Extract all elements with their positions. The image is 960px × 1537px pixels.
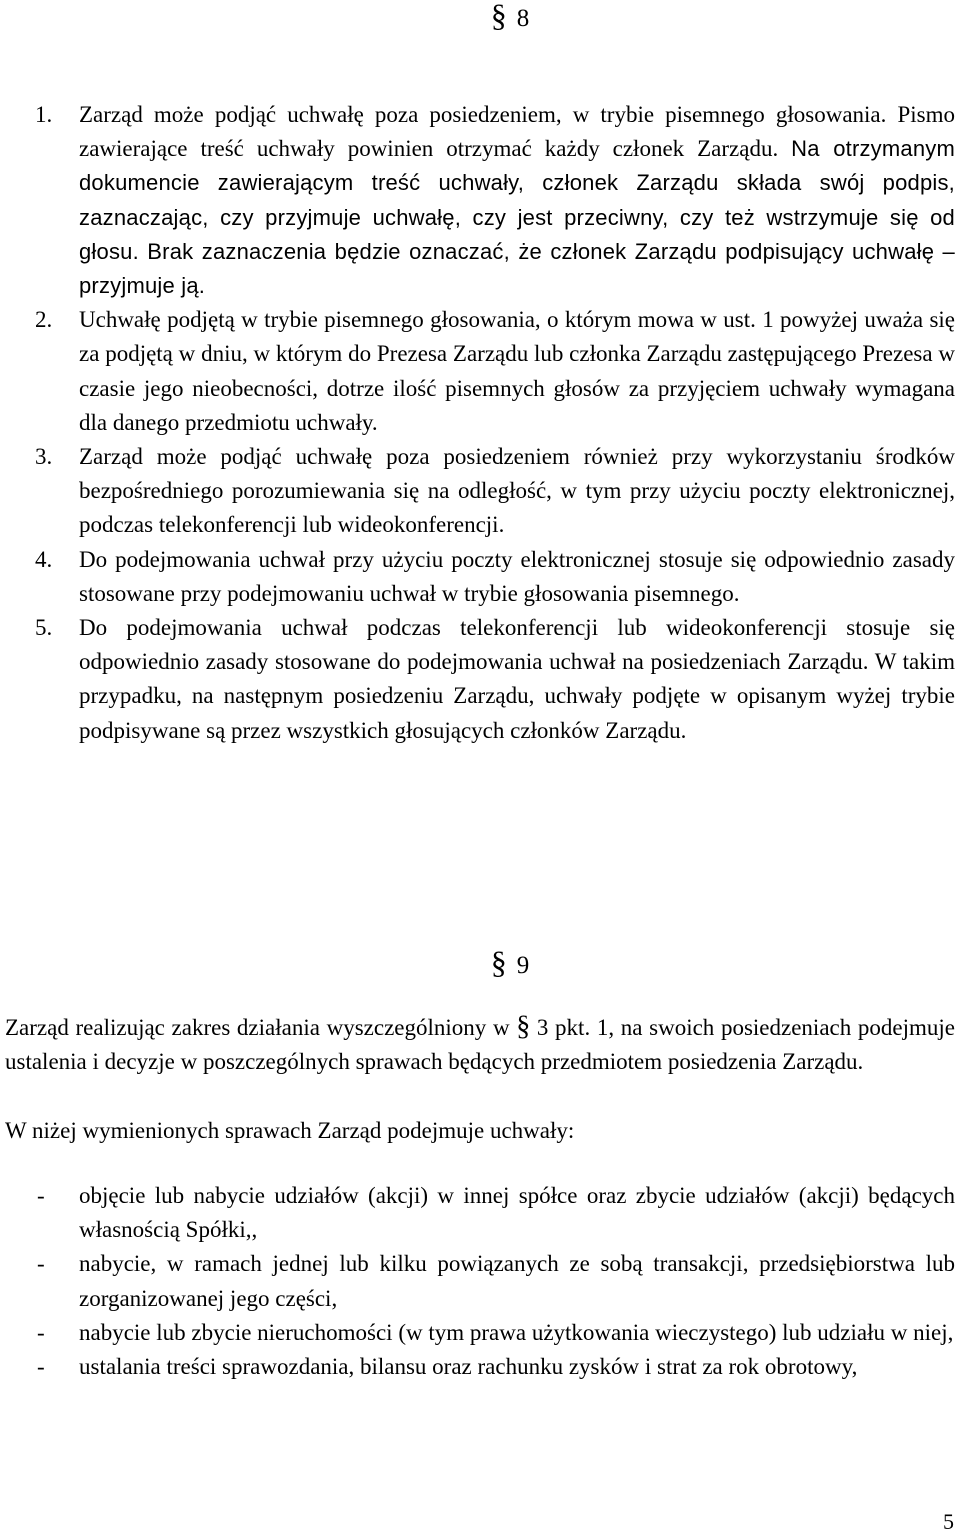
list-item [37, 1350, 955, 1384]
section-symbol: § [490, 0, 507, 33]
dash-bullet: - [37, 1251, 45, 1277]
item-number: 5. [35, 615, 53, 641]
list-item [35, 611, 955, 748]
dash-bullet: - [37, 1319, 45, 1345]
section-number: 8 [516, 5, 530, 32]
section-9-intro: Zarząd realizując zakres działania wyszczególniony w § 3 pkt. 1, na swoich posiedzeniach podejmuje ustalenia i decyzje w poszczególnych sprawach będących przedmiotem posiedzenia Zarządu. [5, 1011, 955, 1075]
page-number: 5 [943, 1509, 954, 1534]
section-symbol: § [490, 944, 507, 980]
dash-list [37, 1179, 955, 1384]
list-item [35, 440, 955, 543]
list-item [35, 303, 955, 440]
list-intro: W niżej wymienionych sprawach Zarząd podejmuje uchwały: [5, 1118, 575, 1143]
item-text: Do podejmowania uchwał podczas telekonferencji lub wideokonferencji stosuje się odpowiednio zasady stosowane do podejmowania uchwał na posiedzeniach Zarządu. W takim przypadku, na następnym posiedzeniu Zarządu, uchwały podjęte w opisanym wyżej trybie podpisywane są przez wszystkich głosujących członków Zarządu. [79, 615, 955, 743]
item-number: 2. [35, 307, 53, 333]
item-text: Zarząd może podjąć uchwałę poza posiedzeniem również przy wykorzystaniu środków bezpośredniego porozumiewania się na odległość, w tym przy użyciu poczty elektronicznej, podczas telekonferencji lub wideokonferencji. [79, 444, 955, 538]
item-text: ustalania treści sprawozdania, bilansu oraz rachunku zysków i strat za rok obrotowy, [79, 1354, 858, 1380]
item-text: nabycie lub zbycie nieruchomości (w tym prawa użytkowania wieczystego) lub udziału w niej, [79, 1319, 954, 1345]
item-number: 1. [35, 102, 53, 127]
item-number: 3. [35, 444, 53, 470]
item-text: objęcie lub nabycie udziałów (akcji) w innej spółce oraz zbycie udziałów (akcji) będących własnością Spółki,, [79, 1183, 955, 1243]
dash-bullet: - [37, 1354, 45, 1380]
list-item [37, 1316, 955, 1350]
item-text: Zarząd może podjąć uchwałę poza posiedzeniem, w trybie pisemnego głosowania. Pismo zawierające treść uchwały powinien otrzymać każdy członek Zarządu. Na otrzymanym dokumencie zawierającym treść uchwały, członek Zarządu składa swój podpis, zaznaczając, czy przyjmuje uchwałę, czy jest przeciwny, czy też wstrzymuje się od głosu. Brak zaznaczenia będzie oznaczać, że członek Zarządu podpisujący uchwałę – przyjmuje ją. [79, 102, 955, 299]
list-item [37, 1179, 955, 1247]
item-text: nabycie, w ramach jednej lub kilku powiązanych ze sobą transakcji, przedsiębiorstwa lub zorganizowanej jego części, [79, 1251, 955, 1311]
section-number: 9 [516, 952, 530, 979]
section-heading-8 [30, 0, 960, 34]
section-heading-9 [30, 944, 960, 981]
item-number: 4. [35, 546, 53, 572]
section-symbol: § [516, 1011, 531, 1042]
list-item [35, 543, 955, 611]
dash-bullet: - [37, 1183, 45, 1208]
list-item [37, 1247, 955, 1315]
item-text: Uchwałę podjętą w trybie pisemnego głosowania, o którym mowa w ust. 1 powyżej uważa się za podjętą w dniu, w którym do Prezesa Zarządu lub członka Zarządu zastępującego Prezesa w czasie jego nieobecności, dotrze ilość pisemnych głosów za przyjęciem uchwały wymagana dla danego przedmiotu uchwały. [79, 307, 955, 435]
list-item [35, 98, 955, 303]
numbered-list-section-8 [35, 98, 955, 748]
item-text: Do podejmowania uchwał przy użyciu poczty elektronicznej stosuje się odpowiednio zasady stosowane przy podejmowaniu uchwał w trybie głosowania pisemnego. [79, 546, 955, 606]
